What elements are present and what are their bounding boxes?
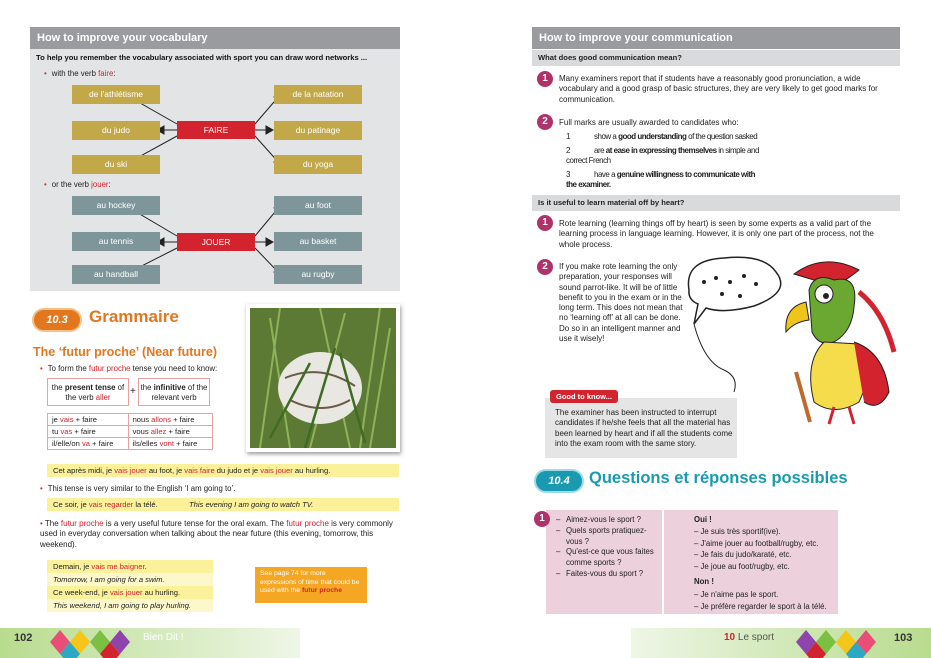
sliotar-photo (246, 304, 400, 452)
faire-item: du judo (72, 121, 160, 140)
faire-center: FAIRE (177, 121, 255, 139)
footer-pattern-left (40, 626, 140, 658)
list-item: 2 are at ease in expressing themselves in simple and correct French (566, 146, 759, 166)
example-line: Demain, je vais me baigner. (47, 560, 213, 573)
answer-item: – Je n'aime pas le sport. (694, 590, 779, 599)
question-item: – Qu'est-ce que vous faites comme sports ? (556, 547, 654, 567)
number-1-badge: 1 (537, 215, 553, 231)
footer-book-title: Bien Dit ! (143, 632, 184, 643)
vocab-header: How to improve your vocabulary (30, 27, 400, 49)
list-item: 3 have a genuine willingness to communicate with the examiner. (566, 170, 756, 190)
answer-item: – Je suis très sportif(ive). (694, 527, 781, 536)
faire-item: de la natation (274, 85, 362, 104)
question-item: – Quels sports pratiquez-vous ? (556, 526, 647, 546)
answer-item: – J'aime jouer au football/rugby, etc. (694, 539, 819, 548)
faire-item: de l'athlétisme (72, 85, 160, 104)
jouer-item: au foot (274, 196, 362, 215)
good-to-know-label: Good to know... (550, 390, 618, 403)
jouer-line: • or the verb jouer: (44, 180, 111, 189)
formula-box-infinitive: the infinitive of the relevant verb (138, 378, 210, 406)
faire-item: du yoga (274, 155, 362, 174)
answer-item: – Je préfère regarder le sport à la télé. (694, 602, 827, 611)
number-1-badge: 1 (534, 511, 550, 527)
question-item: – Aimez-vous le sport ? (556, 515, 641, 524)
jouer-item: au tennis (72, 232, 160, 251)
faire-item: du patinage (274, 121, 362, 140)
example-line: Tomorrow, I am going for a swim. (47, 573, 213, 586)
question-item: – Faites-vous du sport ? (556, 569, 644, 578)
number-1-badge: 1 (537, 71, 553, 87)
faire-item: du ski (72, 155, 160, 174)
table-row: il/elle/on va + faire ils/elles vont + faire (48, 438, 213, 450)
vocab-intro: To help you remember the vocabulary associated with sport you can draw word networks ... (36, 53, 368, 62)
similar-note: • This tense is very similar to the English ‘I am going to’. (40, 484, 235, 493)
jouer-item: au hockey (72, 196, 160, 215)
answer-item: – Je fais du judo/karaté, etc. (694, 550, 792, 559)
formula-plus: + (130, 386, 136, 397)
question-heading: What does good communication mean? (532, 50, 900, 66)
table-row: tu vas + faire vous allez + faire (48, 426, 213, 438)
list-item: 1 show a good understanding of the question sasked (566, 132, 758, 141)
futur-proche-usefulness: • The futur proche is a very useful future tense for the oral exam. The futur proche is very commonly used in everyday conversation when talking about the near future (this evening, tomorrow, this weekend). (40, 519, 393, 549)
futur-proche-title: The ‘futur proche’ (Near future) (33, 345, 218, 359)
aller-conjugation-table (47, 413, 213, 450)
example-line: Ce week-end, je vais jouer au hurling. (47, 586, 213, 599)
jouer-item: au handball (72, 265, 160, 284)
non-label: Non ! (694, 577, 714, 586)
jouer-item: au rugby (274, 265, 362, 284)
number-2-badge: 2 (537, 114, 553, 130)
comm-paragraph: Many examiners report that if students have a reasonably good pronunciation, a wide vocabulary and a good grasp of basic structures, they are very likely to get good marks for communication. (559, 74, 878, 104)
example-sentence-1: Cet après midi, je vais jouer au foot, je vais faire du judo et je vais jouer au hurling. (47, 464, 399, 477)
formula-box-present: the present tense of the verb aller (47, 378, 129, 406)
table-row: je vais + faire nous allons + faire (48, 414, 213, 426)
page-number-left: 102 (14, 632, 33, 644)
grammar-badge: 10.3 (32, 308, 82, 332)
footer-right (631, 628, 931, 658)
question-heading: Is it useful to learn material off by heart? (532, 195, 900, 211)
page-number-right: 103 (894, 632, 913, 644)
jouer-center: JOUER (177, 233, 255, 251)
good-to-know-text: The examiner has been instructed to interrupt candidates if he/she feels that all the material has been learned by heart and if all the students come into the exam room with the same story. (555, 408, 733, 449)
comm-paragraph: Full marks are usually awarded to candidates who: (559, 118, 739, 127)
answer-item: – Je joue au foot/rugby, etc. (694, 562, 790, 571)
rote-paragraph: If you make rote learning the only preparation, your responses will sound parrot-like. It will be of little benefit to you in the exam or in the long term. This does not mean that no ‘learning off’ at all can be done. Do so in an intelligent manner and use it wisely! (559, 262, 683, 344)
footer-chapter: 10 Le sport (724, 632, 775, 643)
questions-title: Questions et réponses possibles (589, 469, 848, 487)
number-2-badge: 2 (537, 259, 553, 275)
faire-line: • with the verb faire: (44, 69, 115, 78)
rote-paragraph: Rote learning (learning things off by heart) is seen by some experts as a valid part of the learning process in language learning. However, it is only one part of the process, not the whole process. (559, 219, 874, 249)
footer-pattern-right (786, 626, 886, 658)
jouer-item: au basket (274, 232, 362, 251)
comm-header: How to improve your communication (532, 27, 900, 49)
grammar-title: Grammaire (89, 307, 179, 326)
fp-intro: • To form the futur proche tense you need to know: (40, 364, 217, 373)
example-line: This weekend, I am going to play hurling. (47, 599, 213, 612)
example-sentence-2: Ce soir, je vais regarder la télé. This evening I am going to watch TV. (47, 498, 399, 511)
see-page-note: See page 74 for more expressions of time that could be used with the futur proche (255, 567, 367, 603)
oui-label: Oui ! (694, 515, 712, 524)
questions-badge: 10.4 (534, 469, 584, 493)
